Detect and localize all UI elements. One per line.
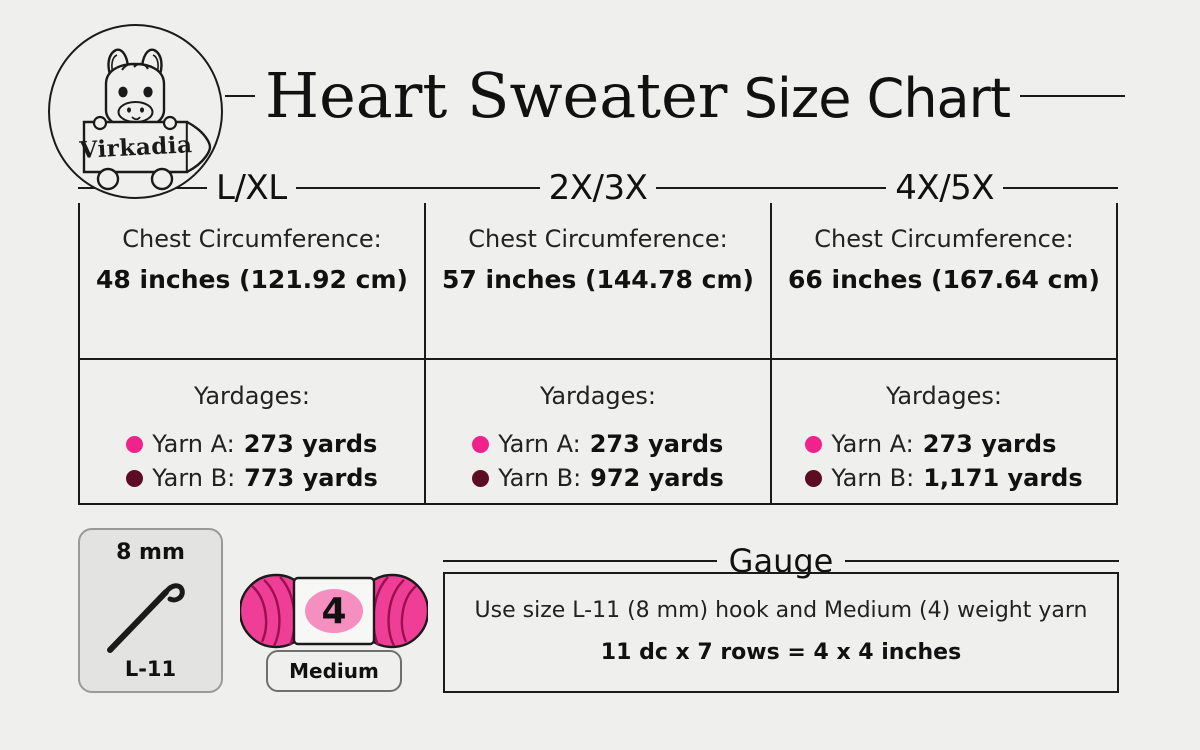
brand-logo-badge [48, 24, 223, 199]
yarn-b-color-swatch-icon [472, 470, 489, 487]
crochet-hook-icon [102, 572, 202, 656]
yarn-row-a [472, 430, 724, 458]
chest-label: Chest Circumference: [468, 225, 728, 253]
header-rule [425, 187, 540, 189]
chest-value: 66 inches (167.64 cm) [788, 265, 1100, 294]
chest-value: 57 inches (144.78 cm) [442, 265, 754, 294]
size-label: L/XL [216, 168, 287, 208]
yarn-skein-icon [240, 572, 428, 650]
yarn-b-amount: 773 yards [244, 464, 378, 492]
title-rule-right [1020, 95, 1125, 97]
size-label: 4X/5X [895, 168, 995, 208]
yarn-b-name: Yarn B: [152, 464, 236, 492]
table-cell-yardages-3 [770, 360, 1116, 503]
yardages-label: Yardages: [193, 382, 311, 410]
size-chart-table [78, 203, 1118, 505]
chest-label: Chest Circumference: [814, 225, 1074, 253]
yarn-a-name: Yarn A: [498, 430, 581, 458]
page-title-fancy: Heart Sweater [265, 59, 728, 132]
yarn-a-color-swatch-icon [126, 436, 143, 453]
yarn-b-amount: 1,171 yards [923, 464, 1083, 492]
chart-header [0, 0, 1200, 170]
gauge-rule-left [443, 560, 717, 562]
yarn-a-color-swatch-icon [805, 436, 822, 453]
header-rule [296, 187, 425, 189]
yardages-label: Yardages: [885, 382, 1003, 410]
chest-label: Chest Circumference: [122, 225, 382, 253]
size-label: 2X/3X [548, 168, 648, 208]
table-cell-yardages-1 [80, 360, 424, 503]
size-header-3 [771, 170, 1118, 206]
page-title [225, 58, 1125, 134]
hook-size-letter: L-11 [124, 657, 177, 681]
yarn-weight-name: Medium [266, 650, 402, 692]
header-rule [771, 187, 886, 189]
hook-size-card [78, 528, 223, 693]
title-rule-left [225, 95, 255, 97]
yarn-b-color-swatch-icon [805, 470, 822, 487]
yarn-a-name: Yarn A: [152, 430, 235, 458]
header-rule [1003, 187, 1118, 189]
size-header-2 [425, 170, 772, 206]
yarn-list [805, 424, 1082, 498]
gauge-box [443, 572, 1119, 693]
gauge-swatch-text: 11 dc x 7 rows = 4 x 4 inches [600, 640, 962, 665]
size-column-headers [78, 170, 1118, 206]
table-cell-yardages-2 [424, 360, 770, 503]
gauge-rule-right [845, 560, 1119, 562]
table-cell-chest-3 [770, 203, 1116, 358]
table-cell-chest-2 [424, 203, 770, 358]
brand-wordmark: Virkadia [78, 131, 193, 164]
gauge-materials-text: Use size L-11 (8 mm) hook and Medium (4) weight yarn [474, 598, 1088, 623]
yarn-b-name: Yarn B: [831, 464, 915, 492]
yarn-row-b [805, 464, 1082, 492]
page-title-plain: Size Chart [727, 67, 1011, 130]
yarn-a-color-swatch-icon [472, 436, 489, 453]
table-cell-chest-1 [80, 203, 424, 358]
yarn-row-a [126, 430, 378, 458]
yarn-b-color-swatch-icon [126, 470, 143, 487]
yarn-row-a [805, 430, 1082, 458]
yarn-b-name: Yarn B: [498, 464, 582, 492]
yarn-list [126, 424, 378, 498]
yarn-row-b [472, 464, 724, 492]
gauge-heading-label: Gauge [728, 542, 834, 580]
yarn-a-amount: 273 yards [922, 430, 1057, 458]
yarn-list [472, 424, 724, 498]
hook-size-mm: 8 mm [116, 540, 185, 565]
yarn-weight-card [240, 572, 428, 650]
yarn-weight-number: 4 [321, 590, 347, 632]
yardages-label: Yardages: [539, 382, 657, 410]
table-row-chest [80, 203, 1116, 358]
yarn-a-name: Yarn A: [831, 430, 914, 458]
yarn-row-b [126, 464, 378, 492]
donkey-in-book-logo-icon [50, 26, 221, 197]
yarn-a-amount: 273 yards [589, 430, 724, 458]
chest-value: 48 inches (121.92 cm) [96, 265, 408, 294]
table-row-yardages [80, 358, 1116, 503]
yarn-b-amount: 972 yards [590, 464, 724, 492]
header-rule [656, 187, 771, 189]
yarn-a-amount: 273 yards [243, 430, 378, 458]
